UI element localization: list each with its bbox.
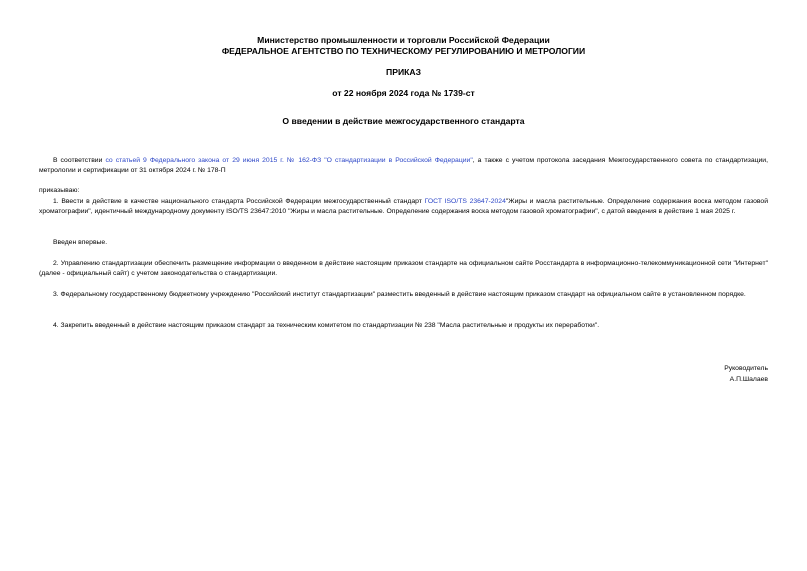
order-word: приказываю:	[39, 187, 80, 194]
introduced-first-note: Введен впервые.	[53, 239, 108, 246]
document-subject: О введении в действие межгосударственного стандарта	[282, 116, 525, 126]
preamble-text-end: , а также с учетом протокола заседания Межгосударственного совета по стандартизации, метрологии и сертификации от 31 октября 2024 г. № 178-П	[39, 157, 768, 174]
ministry-name: Министерство промышленности и торговли Российской Федерации	[257, 35, 550, 45]
document-date-number: от 22 ноября 2024 года № 1739-ст	[332, 88, 475, 98]
preamble-paragraph	[39, 156, 768, 176]
signatory-role: Руководитель	[724, 365, 768, 372]
item-3-paragraph: 3. Федеральному государственному бюджетному учреждению "Российский институт стандартизации" разместить введенный в действие настоящим приказом стандарт на официальном сайте в установленном порядке.	[53, 291, 746, 298]
document-type: ПРИКАЗ	[386, 67, 421, 77]
signatory-name: А.П.Шалаев	[729, 376, 768, 383]
item-4-paragraph: 4. Закрепить введенный в действие настоящим приказом стандарт за техническим комитетом по стандартизации № 238 "Масла растительные и продукты их переработки".	[53, 322, 600, 329]
item-1-paragraph	[39, 197, 768, 217]
preamble-text-start: В соответствии	[53, 157, 106, 164]
agency-name: ФЕДЕРАЛЬНОЕ АГЕНТСТВО ПО ТЕХНИЧЕСКОМУ РЕГУЛИРОВАНИЮ И МЕТРОЛОГИИ	[221, 46, 586, 56]
item-1-text-end: "Жиры и масла растительные. Определение содержания воска методом газовой хроматографии", идентичный международному документу ISO/TS 23647:2010 "Жиры и масла растительные. Определение содержания воска методом газовой хроматографии", с датой введения в действие 1 мая 2025 г.	[39, 198, 769, 215]
federal-law-link[interactable]: со статьей 9 Федерального закона от 29 июня 2015 г. № 162-ФЗ "О стандартизации в Российской Федерации"	[105, 157, 473, 164]
gost-standard-link[interactable]: ГОСТ ISO/TS 23647-2024	[424, 198, 506, 205]
item-2-paragraph: 2. Управлению стандартизации обеспечить размещение информации о введенном в действие настоящим приказом стандарте на официальном сайте Росстандарта в информационно-телекоммуникационной сети "Интернет" (далее - официальный сайт) с учетом законодательства о стандартизации.	[39, 260, 768, 277]
item-1-text-start: 1. Ввести в действие в качестве национального стандарта Российской Федерации межгосударственный стандарт	[53, 198, 425, 205]
